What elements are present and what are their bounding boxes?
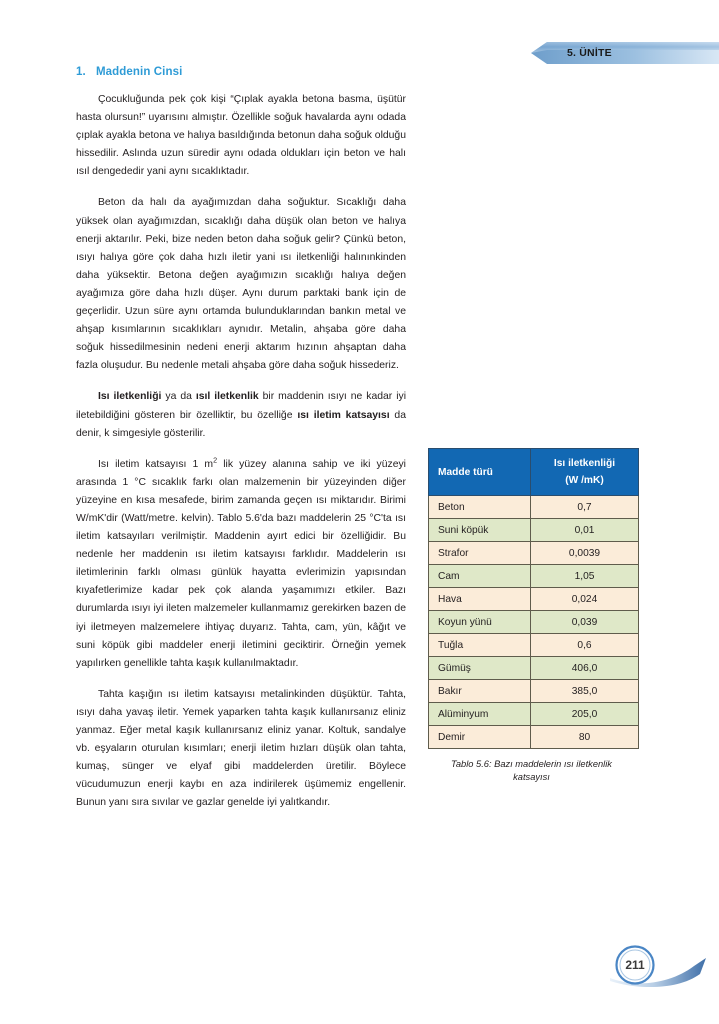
cell-value: 0,7: [531, 496, 639, 519]
table-row: [429, 611, 639, 634]
table-row: [429, 496, 639, 519]
term-isi-iletkenligi: Isı iletkenliği: [98, 391, 162, 403]
conductivity-table: [428, 448, 639, 749]
table-header-row: [429, 449, 639, 496]
conductivity-table-container: [428, 448, 639, 784]
table-row: [429, 657, 639, 680]
paragraph-3-text-c: da denir, k simgesiyle gösterilir.: [76, 409, 406, 439]
superscript-square: 2: [213, 455, 218, 465]
table-header-conductivity-line1: Isı iletkenliği: [553, 458, 616, 469]
cell-material: Beton: [429, 496, 531, 519]
paragraph-3-text-a: ya da: [161, 391, 196, 403]
term-isil-iletkenlik: ısıl iletkenlik: [195, 391, 259, 403]
cell-value: 1,05: [531, 565, 639, 588]
cell-value: 0,6: [531, 634, 639, 657]
table-header-conductivity: [531, 449, 639, 496]
cell-value: 0,01: [531, 519, 639, 542]
table-row: [429, 542, 639, 565]
table-row: [429, 703, 639, 726]
unit-banner-label: 5. ÜNİTE: [567, 47, 612, 59]
table-row: [429, 565, 639, 588]
paragraph-3-text-b: bir maddenin ısıyı ne kadar iyi iletebildiğini gösteren bir özelliktir, bu özelliğe: [76, 391, 407, 421]
cell-material: Koyun yünü: [429, 611, 531, 634]
section-heading-title: Maddenin Cinsi: [96, 66, 183, 78]
cell-material: Alüminyum: [429, 703, 531, 726]
article-body: [76, 66, 406, 812]
table-row: [429, 726, 639, 749]
cell-value: 0,0039: [531, 542, 639, 565]
cell-value: 0,024: [531, 588, 639, 611]
term-isi-iletim-katsayisi: ısı iletim katsayısı: [297, 409, 390, 421]
unit-banner: [531, 41, 719, 65]
cell-value: 205,0: [531, 703, 639, 726]
paragraph-1: Çocukluğunda pek çok kişi “Çıplak ayakla betona basma, üşütür hasta olursun!” uyarısını almıştır. Özellikle soğuk havalarda aynı odada çıplak ayakla betona ve halıya basıldığında betonun daha soğuk olduğu hissedilir. Aslında uzun süredir aynı odada oldukları için beton ve halı ısıl dengededir yani aynı sıcaklıktadır.: [76, 94, 406, 178]
cell-value: 406,0: [531, 657, 639, 680]
table-row: [429, 519, 639, 542]
cell-material: Cam: [429, 565, 531, 588]
cell-material: Gümüş: [429, 657, 531, 680]
table-head: [429, 449, 639, 496]
cell-material: Tuğla: [429, 634, 531, 657]
table-caption-line1: Tablo 5.6: Bazı maddelerin ısı iletkenlik: [451, 759, 612, 769]
paragraph-4: [76, 456, 406, 673]
section-heading-number: 1.: [76, 66, 86, 78]
unit-banner-shape: [531, 41, 719, 65]
cell-material: Bakır: [429, 680, 531, 703]
cell-material: Hava: [429, 588, 531, 611]
cell-material: Suni köpük: [429, 519, 531, 542]
cell-material: Strafor: [429, 542, 531, 565]
paragraph-2: Beton da halı da ayağımızdan daha soğuktur. Sıcaklığı daha yüksek olan ayağımızdan, sıcaklığı daha düşük olan beton ve halıya enerji aktarılır. Peki, bize neden beton daha soğuk gelir? Çünkü beton, ısıyı halıya göre çok daha hızlı iletir yani ısı iletkenliği halınınkinden daha yüksektir. Betona değen ayağımızın sıcaklığı halıya değen ayağımıza göre daha hızlı düşer. Aynı durum parktaki bank için de geçerlidir. Uzun süre aynı ortamda bulunduklarından bankın metal ve ahşap kısımlarının sıcaklıkları aynıdır. Metalin, ahşaba göre daha soğuk hissedilmesinin nedeni enerji aktarım hızının ahşaptan daha fazla oluşudur. Bu nedenle metali ahşaba göre daha soğuk hissederiz.: [76, 197, 406, 372]
paragraph-4-text-a: Isı iletim katsayısı 1 m: [98, 458, 214, 470]
cell-value: 80: [531, 726, 639, 749]
table-row: [429, 680, 639, 703]
table-row: [429, 634, 639, 657]
page-number: 211: [625, 958, 645, 972]
table-caption: [428, 758, 635, 784]
cell-value: 0,039: [531, 611, 639, 634]
paragraph-3: [76, 388, 406, 442]
paragraph-5: Tahta kaşığın ısı iletim katsayısı metalinkinden düşüktür. Tahta, ısıyı daha yavaş iletir. Yemek yaparken tahta kaşık kullanırsanız eliniz yanmaz. Eğer metal kaşık kullanırsanız eliniz yanar. Koltuk, sandalye vb. eşyaların oturulan kısımları; enerji iletim hızları düşük olan tahta, kumaş, sünger ve elyaf gibi maddelerden üretilir. Böylece vücudumuzun enerji kaybı en aza indirilerek üşümemiz engellenir. Bunun yanı sıra sıvılar ve gazlar genelde iyi yalıtkandır.: [76, 688, 406, 809]
table-caption-line2: katsayısı: [513, 772, 550, 782]
cell-material: Demir: [429, 726, 531, 749]
page-number-badge: [608, 938, 719, 994]
paragraph-4-text-b: lik yüzey alanına sahip ve iki yüzeyi arasında 1 °C sıcaklık farkı olan malzemenin bir yüzeyinden diğer yüzeyine en kısa mesafede, birim zamanda geçen ısı miktarıdır. Birimi W/mK'dir (Watt/metre. kelvin). Tablo 5.6'da bazı maddelerin 25 °C'ta ısı iletim katsayıları verilmiştir. Maddenin ayırt edici bir özelliğidir. Bu nedenle her maddenin ısı iletim katsayısı farklıdır. Maddelerin ısı iletimlerinin farklı olması günlük hayatta evlerimizin yapısından kıyafetlerimize kadar pek çok alanda yaşamımızı etkiler. Bazı durumlarda ısıyı iyi ileten malzemeler kullanmamız gerekirken bazen de iyi iletmeyen malzemelere ihtiyaç duyarız. Tahta, cam, yün, kâğıt ve suni köpük gibi maddeler enerji iletimini geciktirir. Örneğin yemek yapılırken genellikle tahta kaşık kullanılmaktadır.: [76, 458, 406, 669]
table-row: [429, 588, 639, 611]
cell-value: 385,0: [531, 680, 639, 703]
table-body: [429, 496, 639, 749]
table-header-material: Madde türü: [429, 449, 531, 496]
section-heading: [76, 66, 406, 78]
table-header-conductivity-line2: (W /mK): [565, 475, 604, 486]
